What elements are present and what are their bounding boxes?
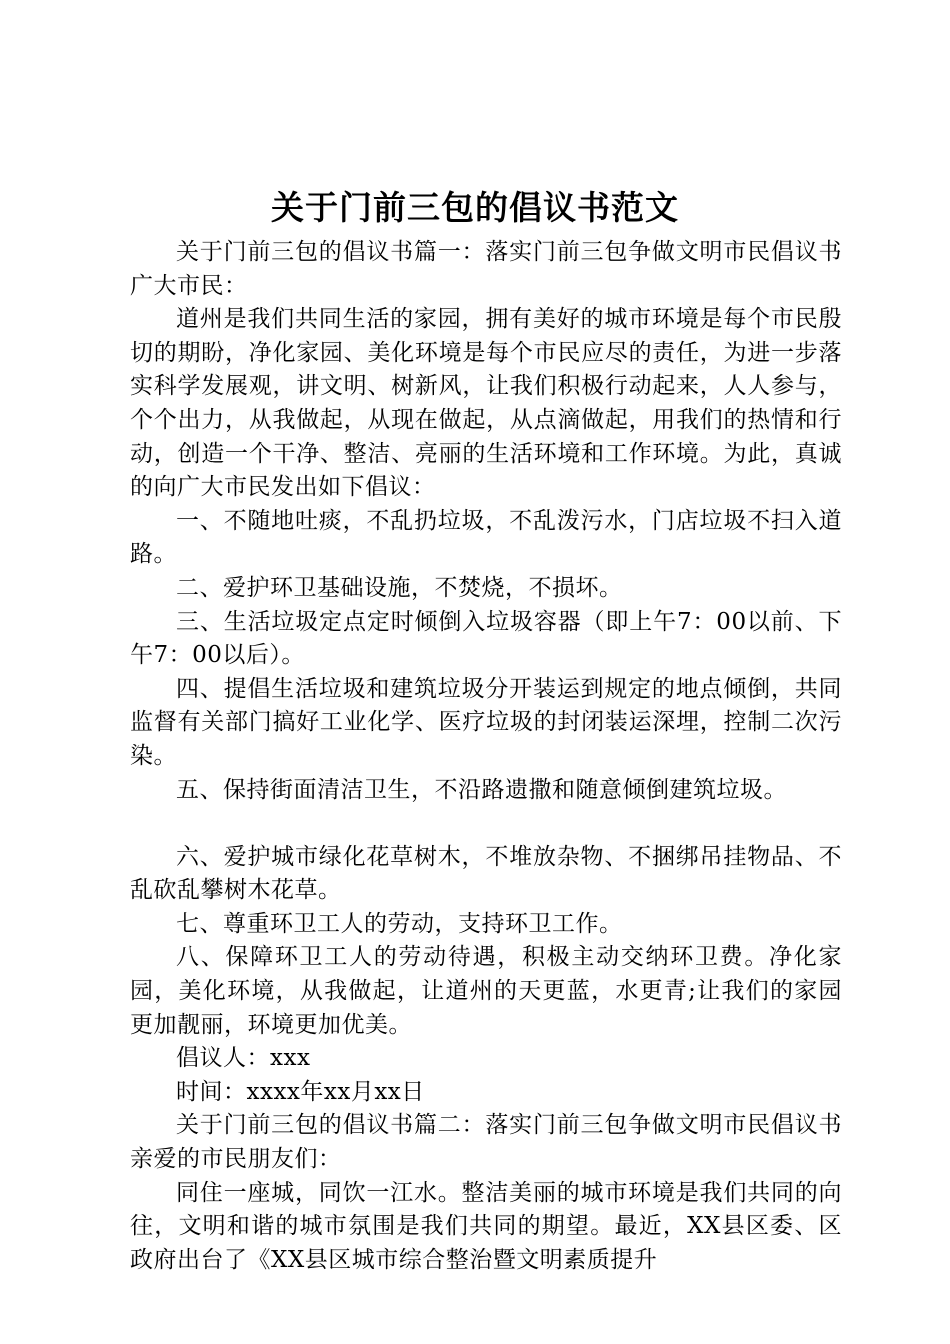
paragraph-date: 时间：xxxx年xx月xx日 (176, 1078, 425, 1105)
paragraph-item-seven: 七、尊重环卫工人的劳动，支持环卫工作。 (176, 910, 623, 937)
paragraph-item-four: 四、提倡生活垃圾和建筑垃圾分开装运到规定的地点倾倒，共同监督有关部门搞好工业化学、医疗垃圾的封闭装运深埋，控制二次污染。 (130, 675, 842, 769)
paragraph-second-body: 同住一座城，同饮一江水。整洁美丽的城市环境是我们共同的向往，文明和谐的城市氛围是我们共同的期望。最近，XX县区委、区政府出台了《XX县区城市综合整治暨文明素质提升 (130, 1179, 842, 1273)
paragraph-item-five: 五、保持街面清洁卫生，不沿路遗撒和随意倾倒建筑垃圾。 (176, 776, 787, 803)
paragraph-item-six: 六、爱护城市绿化花草树木，不堆放杂物、不捆绑吊挂物品、不乱砍乱攀树木花草。 (130, 843, 842, 904)
paragraph-item-three: 三、生活垃圾定点定时倾倒入垃圾容器（即上午7：00以前、下午7：00以后）。 (130, 608, 842, 669)
document-body (130, 236, 842, 1277)
paragraph-signatory: 倡议人：xxx (176, 1045, 311, 1072)
paragraph-intro-two: 关于门前三包的倡议书篇二：落实门前三包争做文明市民倡议书亲爱的市民朋友们： (130, 1112, 842, 1173)
paragraph-background: 道州是我们共同生活的家园，拥有美好的城市环境是每个市民殷切的期盼，净化家园、美化环境是每个市民应尽的责任，为进一步落实科学发展观，讲文明、树新风，让我们积极行动起来，人人参与，个个出力，从我做起，从现在做起，从点滴做起，用我们的热情和行动，创造一个干净、整洁、亮丽的生活环境和工作环境。为此，真诚的向广大市民发出如下倡议： (130, 306, 842, 501)
document-title: 关于门前三包的倡议书范文 (271, 188, 679, 227)
paragraph-item-one: 一、不随地吐痰，不乱扔垃圾，不乱泼污水，门店垃圾不扫入道路。 (130, 507, 842, 568)
paragraph-intro-one: 关于门前三包的倡议书篇一：落实门前三包争做文明市民倡议书广大市民： (130, 239, 842, 299)
paragraph-item-eight: 八、保障环卫工人的劳动待遇，积极主动交纳环卫费。净化家园，美化环境，从我做起，让道州的天更蓝，水更青;让我们的家园更加靓丽，环境更加优美。 (130, 944, 842, 1038)
paragraph-item-two: 二、爱护环卫基础设施，不焚烧，不损坏。 (176, 574, 623, 601)
